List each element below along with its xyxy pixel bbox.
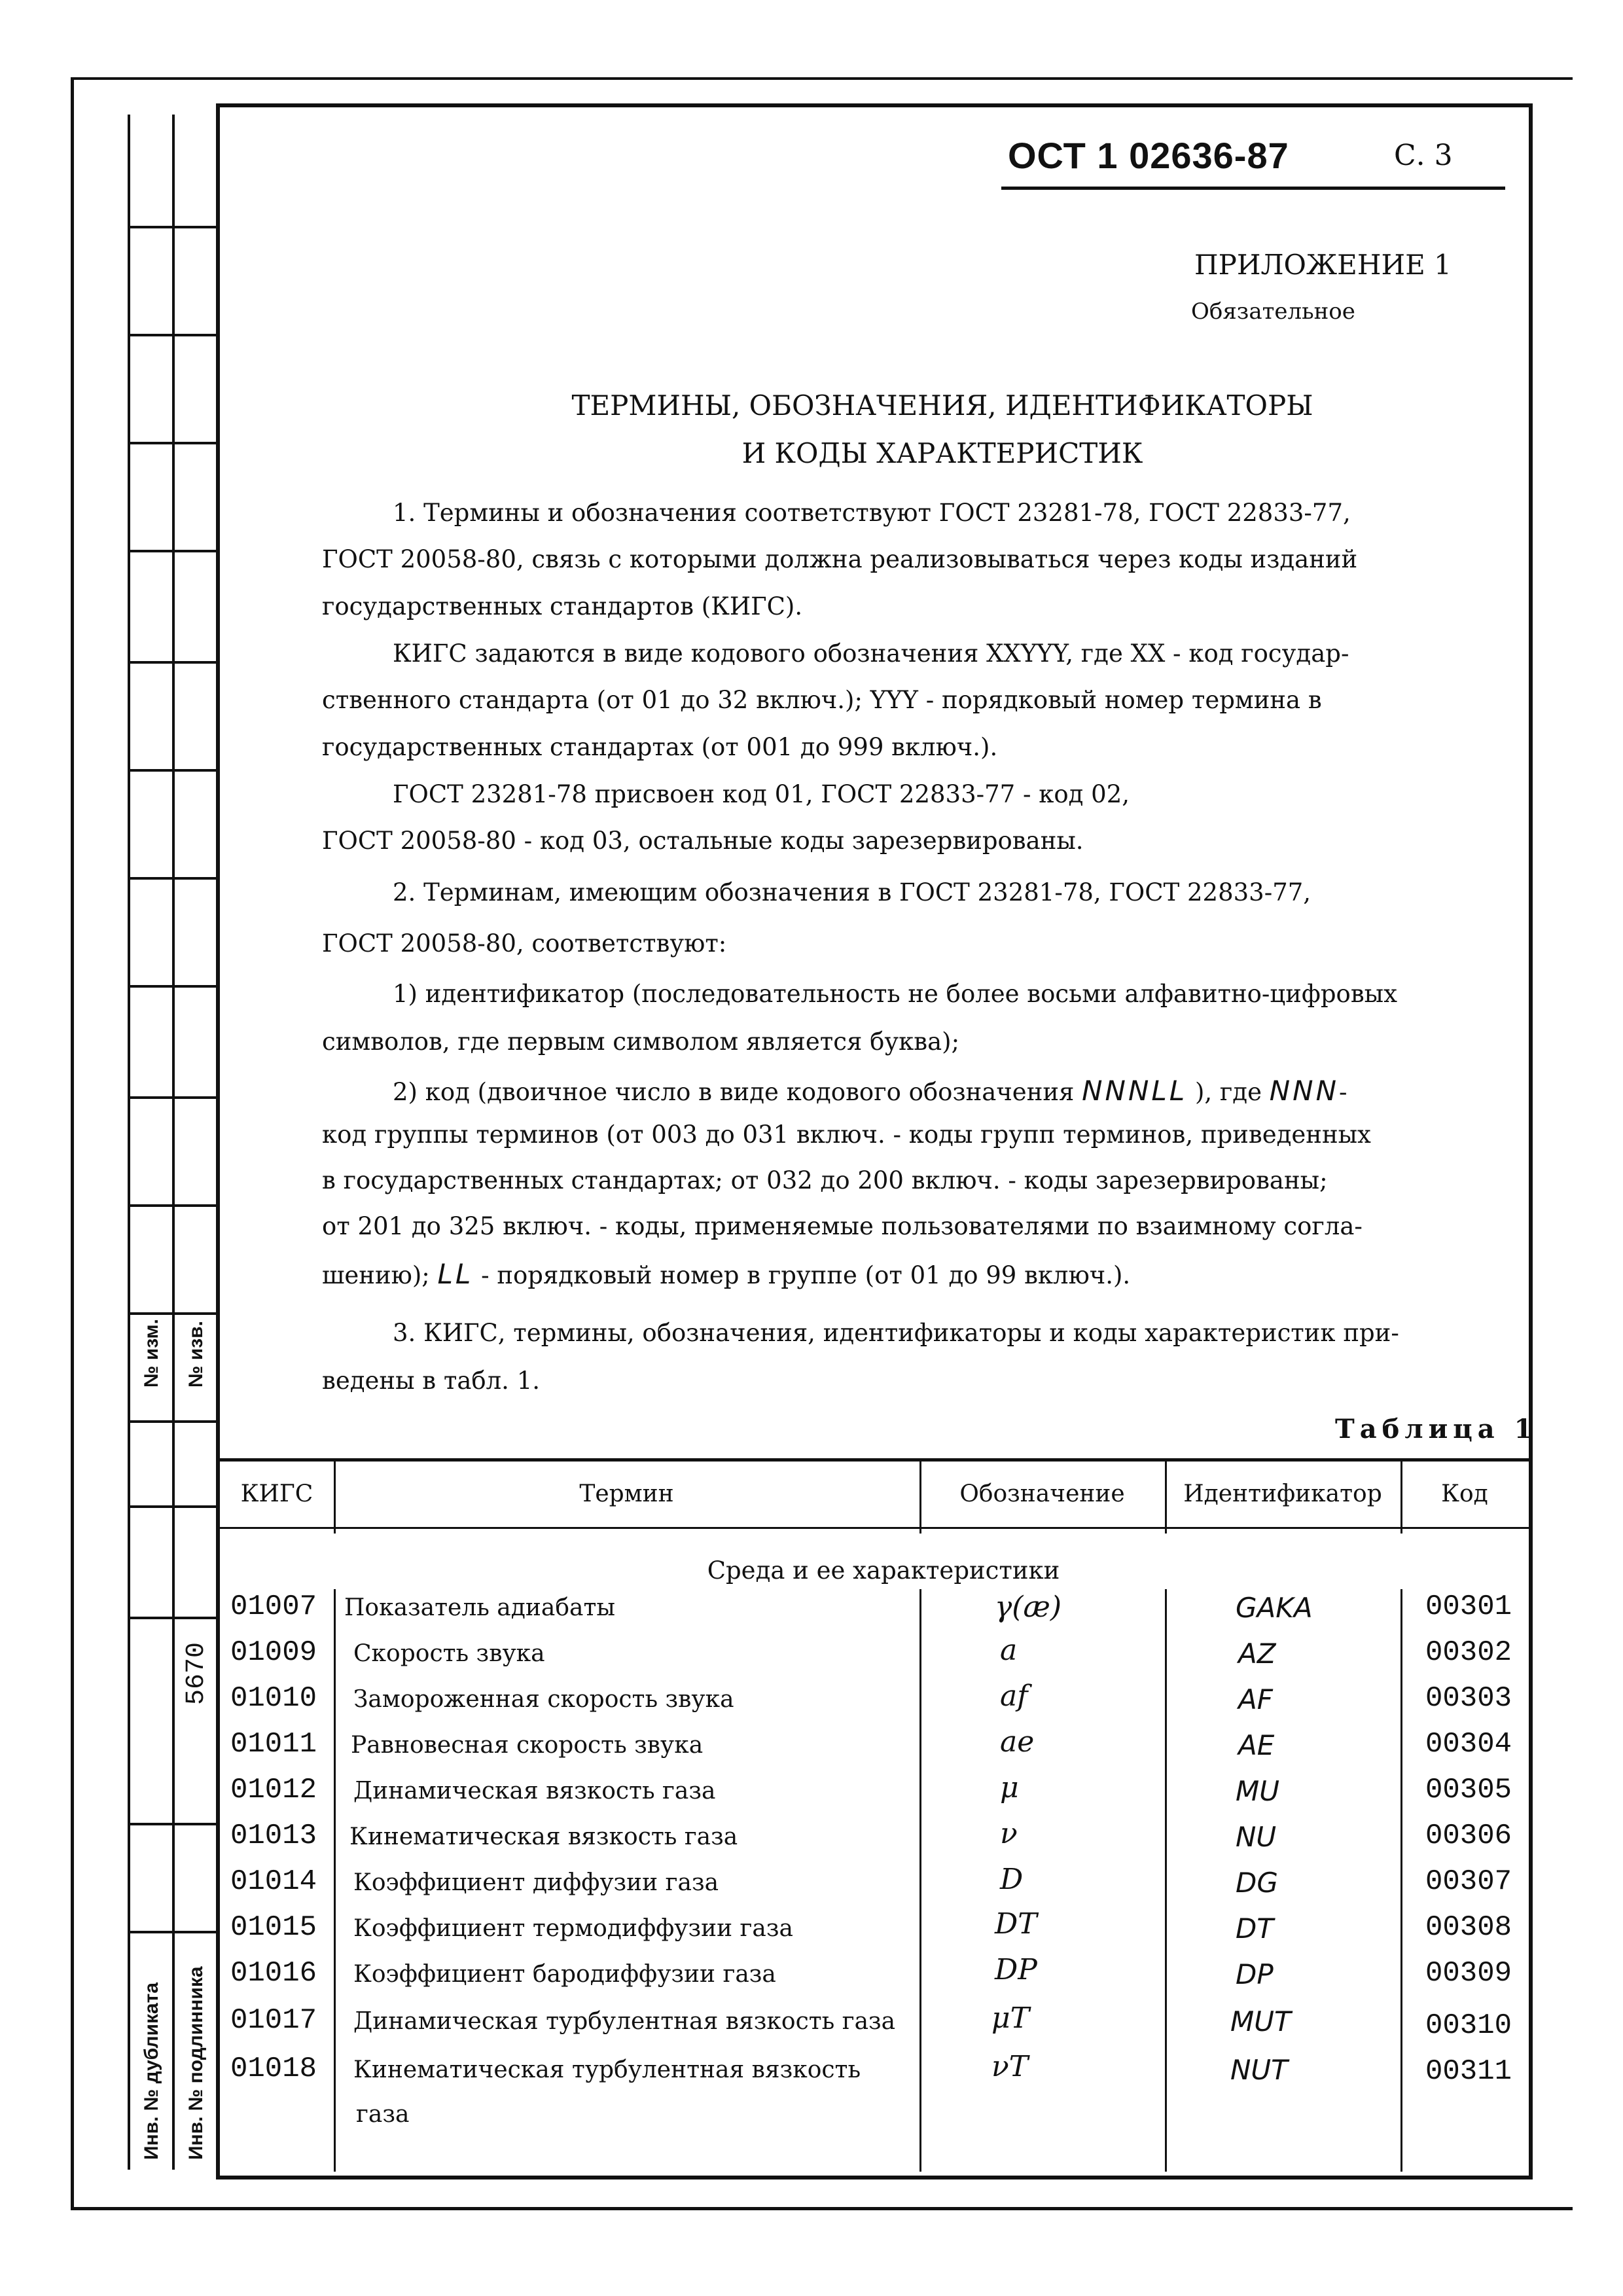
- cell-term: Динамическая вязкость газа: [353, 1778, 716, 1804]
- code-notation: NNN: [1269, 1075, 1340, 1107]
- paragraph-text: -: [1339, 1078, 1347, 1106]
- cell-kigs: 01015: [230, 1911, 317, 1944]
- paragraph-line: код группы терминов (от 003 до 031 включ. - коды групп терминов, приведенных: [322, 1121, 1371, 1149]
- header-underline: [1001, 187, 1505, 190]
- cell-kigs: 01014: [230, 1865, 317, 1898]
- cell-ident: DT: [1236, 1912, 1274, 1945]
- cell-ident: AF: [1238, 1683, 1273, 1715]
- table-header-code: Код: [1441, 1480, 1488, 1507]
- cell-term: Коэффициент бародиффузии газа: [353, 1961, 776, 1988]
- table-header-symbol: Обозначение: [959, 1480, 1125, 1507]
- appendix-status: Обязательное: [1191, 298, 1355, 325]
- cell-ident: GAKA: [1236, 1592, 1313, 1624]
- table-col-line: [919, 1589, 921, 2172]
- cell-ident: AE: [1238, 1729, 1275, 1761]
- paragraph-line: КИГС задаются в виде кодового обозначения XXYYY, где XX - код государ-: [393, 639, 1349, 668]
- cell-symbol: D: [1000, 1863, 1024, 1896]
- cell-kigs: 01012: [230, 1774, 317, 1806]
- cell-term: Замороженная скорость звука: [353, 1686, 734, 1713]
- paragraph-line: ГОСТ 20058-80 - код 03, остальные коды зарезервированы.: [322, 827, 1084, 855]
- cell-term: Кинематическая вязкость газа: [349, 1823, 738, 1850]
- cell-symbol: μ: [1000, 1771, 1019, 1804]
- cell-code: 00302: [1425, 1636, 1512, 1669]
- cell-symbol: af: [1000, 1679, 1028, 1713]
- cell-code: 00301: [1425, 1590, 1512, 1623]
- stamp-row-line: [128, 1931, 216, 1933]
- appendix-label: ПРИЛОЖЕНИЕ 1: [1194, 249, 1452, 281]
- cell-ident: NUT: [1230, 2054, 1288, 2086]
- code-notation: LL: [437, 1258, 474, 1290]
- stamp-row-line: [128, 1096, 216, 1099]
- table-col-line: [334, 1589, 336, 2172]
- table-col-line: [1400, 1589, 1402, 2172]
- cell-code: 00308: [1425, 1911, 1512, 1944]
- stamp-row-line: [128, 661, 216, 664]
- paragraph-line: символов, где первым символом является буква);: [322, 1028, 960, 1056]
- cell-symbol: γ(æ): [995, 1590, 1061, 1624]
- stamp-row-line: [128, 226, 216, 228]
- cell-ident: MUT: [1230, 2005, 1291, 2037]
- paragraph-line: в государственных стандартах; от 032 до 200 включ. - коды зарезервированы;: [322, 1166, 1328, 1194]
- table-section-title: Среда и ее характеристики: [707, 1556, 1060, 1585]
- cell-symbol: DP: [995, 1953, 1037, 1986]
- stamp-col-line: [172, 115, 175, 2170]
- paragraph-line-ll: [322, 1258, 1130, 1290]
- paragraph-line: от 201 до 325 включ. - коды, применяемые пользователями по взаимному согла-: [322, 1212, 1363, 1240]
- paragraph-line: 3. КИГС, термины, обозначения, идентификаторы и коды характеристик при-: [393, 1319, 1399, 1347]
- cell-kigs: 01016: [230, 1957, 317, 1990]
- paragraph-text: - порядковый номер в группе (от 01 до 99 включ.).: [481, 1261, 1131, 1289]
- section-title-line2: И КОДЫ ХАРАКТЕРИСТИК: [741, 437, 1143, 469]
- cell-kigs: 01013: [230, 1820, 317, 1852]
- stamp-row-line: [128, 769, 216, 772]
- cell-term: Скорость звука: [353, 1640, 545, 1667]
- cell-ident: MU: [1236, 1775, 1279, 1807]
- paragraph-text: шению);: [322, 1261, 430, 1289]
- paragraph-line: ГОСТ 23281-78 присвоен код 01, ГОСТ 22833-77 - код 02,: [393, 780, 1130, 808]
- cell-term: Коэффициент диффузии газа: [353, 1869, 719, 1896]
- cell-symbol: a: [1000, 1634, 1018, 1667]
- stamp-col-line: [128, 115, 130, 2170]
- side-stamp: [128, 115, 216, 2170]
- cell-kigs: 01017: [230, 2004, 317, 2037]
- section-title-line1: ТЕРМИНЫ, ОБОЗНАЧЕНИЯ, ИДЕНТИФИКАТОРЫ: [571, 389, 1313, 422]
- stamp-row-line: [128, 877, 216, 880]
- cell-symbol: νT: [991, 2050, 1029, 2083]
- page-number: С. 3: [1394, 139, 1453, 172]
- cell-term-continued: газа: [356, 2101, 410, 2128]
- stamp-izm-label: № изм.: [141, 1319, 162, 1388]
- paragraph-line: 2. Терминам, имеющим обозначения в ГОСТ 23281-78, ГОСТ 22833-77,: [393, 878, 1311, 906]
- cell-ident: DG: [1236, 1867, 1278, 1899]
- cell-term: Динамическая турбулентная вязкость газа: [353, 2008, 896, 2035]
- stamp-row-line: [128, 985, 216, 988]
- paragraph-line: 1) идентификатор (последовательность не более восьми алфавитно-цифровых: [393, 980, 1397, 1008]
- cell-ident: DP: [1236, 1958, 1274, 1990]
- paragraph-line: ведены в табл. 1.: [322, 1367, 540, 1395]
- stamp-row-line: [128, 1617, 216, 1619]
- cell-code: 00309: [1425, 1957, 1512, 1990]
- table-top-rule: [220, 1458, 1529, 1462]
- table-header-rule: [220, 1527, 1529, 1529]
- cell-kigs: 01011: [230, 1728, 317, 1761]
- cell-code: 00307: [1425, 1865, 1512, 1898]
- table-header-ident: Идентификатор: [1183, 1480, 1382, 1507]
- cell-symbol: DT: [995, 1907, 1037, 1941]
- table-header-kigs: КИГС: [240, 1480, 313, 1507]
- paragraph-line-code: [393, 1075, 1347, 1107]
- cell-symbol: ae: [1000, 1725, 1035, 1759]
- paragraph-line: ГОСТ 20058-80, связь с которыми должна реализовываться через коды изданий: [322, 545, 1358, 573]
- cell-kigs: 01007: [230, 1590, 317, 1623]
- table-caption: Таблица 1: [1335, 1414, 1538, 1444]
- code-notation: NNNLL: [1082, 1075, 1188, 1107]
- paragraph-line: ственного стандарта (от 01 до 32 включ.); YYY - порядковый номер термина в: [322, 686, 1322, 714]
- cell-term: Коэффициент термодиффузии газа: [353, 1915, 793, 1942]
- cell-kigs: 01018: [230, 2053, 317, 2085]
- stamp-row-line: [128, 1312, 216, 1315]
- stamp-row-line: [128, 1505, 216, 1508]
- paragraph-text: ), где: [1194, 1078, 1262, 1106]
- paragraph-line: государственных стандартов (КИГС).: [322, 592, 803, 620]
- stamp-podl-label: Инв. № подлинника: [185, 1966, 207, 2160]
- stamp-row-line: [128, 1204, 216, 1207]
- cell-symbol: μT: [991, 2001, 1029, 2035]
- cell-ident: AZ: [1238, 1638, 1276, 1670]
- cell-symbol: ν: [1000, 1817, 1018, 1850]
- cell-kigs: 01009: [230, 1636, 317, 1669]
- cell-term: Кинематическая турбулентная вязкость: [353, 2056, 861, 2083]
- cell-code: 00311: [1425, 2055, 1512, 2088]
- cell-ident: NU: [1236, 1821, 1277, 1853]
- table-header-term: Термин: [579, 1480, 674, 1507]
- cell-code: 00303: [1425, 1682, 1512, 1715]
- stamp-number: 5670: [182, 1641, 211, 1705]
- stamp-izv-label: № изв.: [185, 1321, 207, 1388]
- paragraph-line: государственных стандартах (от 001 до 999 включ.).: [322, 733, 998, 761]
- cell-term: Показатель адиабаты: [344, 1594, 616, 1621]
- cell-kigs: 01010: [230, 1682, 317, 1715]
- cell-code: 00305: [1425, 1774, 1512, 1806]
- paragraph-line: ГОСТ 20058-80, соответствуют:: [322, 929, 727, 958]
- stamp-row-line: [128, 334, 216, 336]
- cell-code: 00304: [1425, 1728, 1512, 1761]
- cell-code: 00306: [1425, 1820, 1512, 1852]
- stamp-row-line: [128, 550, 216, 552]
- stamp-row-line: [128, 1823, 216, 1825]
- cell-code: 00310: [1425, 2009, 1512, 2042]
- paragraph-text: 2) код (двоичное число в виде кодового обозначения: [393, 1078, 1075, 1106]
- cell-term: Равновесная скорость звука: [351, 1732, 704, 1759]
- document-code: ОСТ 1 02636-87: [1008, 135, 1289, 176]
- stamp-row-line: [128, 1420, 216, 1423]
- paragraph-line: 1. Термины и обозначения соответствуют ГОСТ 23281-78, ГОСТ 22833-77,: [393, 499, 1351, 527]
- table-col-line: [1165, 1589, 1167, 2172]
- stamp-dubl-label: Инв. № дубликата: [141, 1982, 162, 2160]
